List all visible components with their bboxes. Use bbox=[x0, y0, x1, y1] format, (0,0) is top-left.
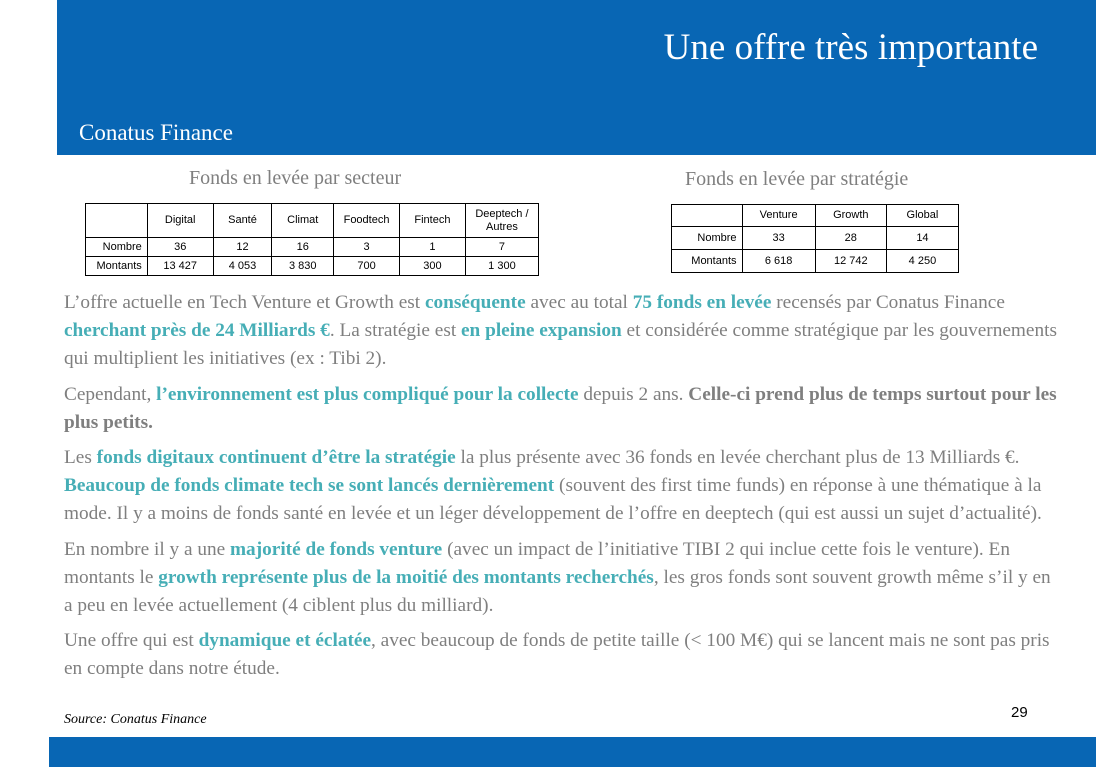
table-cell: 14 bbox=[886, 227, 958, 250]
highlight-text: l’environnement est plus compliqué pour la collecte bbox=[156, 383, 579, 405]
body-paragraph bbox=[64, 536, 1064, 621]
table-cell: 13 427 bbox=[147, 257, 213, 276]
table-row bbox=[86, 238, 539, 257]
body-paragraph bbox=[64, 289, 1064, 374]
table-cell: 4 250 bbox=[886, 250, 958, 273]
table-cell: 1 bbox=[399, 238, 465, 257]
table-cell: 7 bbox=[465, 238, 538, 257]
footer-band bbox=[49, 737, 1096, 767]
table-header-row bbox=[672, 205, 959, 227]
page-title: Une offre très importante bbox=[663, 27, 1038, 68]
table-row bbox=[86, 257, 539, 276]
table-corner-cell bbox=[86, 204, 148, 238]
table-corner-cell bbox=[672, 205, 743, 227]
table-col-header: Fintech bbox=[399, 204, 465, 238]
body-paragraph bbox=[64, 444, 1064, 529]
text-segment: , les gros fonds sont souvent growth même s’il y en a peu en levée actuellement (4 ciblent plus du milliard). bbox=[64, 566, 1051, 617]
table-secteur-caption: Fonds en levée par secteur bbox=[189, 167, 402, 189]
highlight-text: dynamique et éclatée bbox=[198, 630, 371, 652]
table-cell: 36 bbox=[147, 238, 213, 257]
page-number: 29 bbox=[1011, 704, 1028, 721]
table-cell: 12 bbox=[213, 238, 272, 257]
text-segment: avec au total bbox=[525, 292, 633, 313]
highlight-text: Beaucoup de fonds climate tech se sont lancés dernièrement bbox=[64, 475, 555, 497]
highlight-text: majorité de fonds venture bbox=[230, 538, 443, 560]
table-col-header: Foodtech bbox=[334, 204, 400, 238]
table-col-header: Growth bbox=[815, 205, 886, 227]
text-segment: En nombre il y a une bbox=[64, 538, 230, 560]
table-row-header: Nombre bbox=[672, 227, 743, 250]
highlight-text: fonds digitaux continuent d’être la stratégie bbox=[96, 447, 456, 469]
table-col-header: Santé bbox=[213, 204, 272, 238]
table-secteur bbox=[85, 203, 539, 276]
text-segment: Une offre qui est bbox=[64, 630, 199, 652]
text-segment: depuis 2 ans. bbox=[578, 383, 689, 405]
text-segment: . La stratégie est bbox=[329, 320, 461, 342]
table-cell: 12 742 bbox=[815, 250, 886, 273]
table-row-header: Nombre bbox=[86, 238, 148, 257]
table-row bbox=[672, 227, 959, 250]
table-cell: 300 bbox=[399, 257, 465, 276]
bold-text: Celle-ci prend plus de temps surtout pour les plus petits. bbox=[64, 383, 1057, 433]
highlight-text: cherchant près de 24 Milliards € bbox=[64, 320, 330, 342]
table-cell: 1 300 bbox=[465, 257, 538, 276]
table-col-header: Climat bbox=[272, 204, 334, 238]
table-cell: 33 bbox=[742, 227, 815, 250]
header-band bbox=[57, 0, 1096, 155]
table-col-header: Global bbox=[886, 205, 958, 227]
text-segment: (souvent des first time funds) en réponse à une thématique à la mode. Il y a moins de fonds santé en levée et un léger développement de l’offre en deeptech (qui est aussi un sujet d’actualité). bbox=[64, 475, 1042, 525]
table-cell: 700 bbox=[334, 257, 400, 276]
body-paragraph bbox=[64, 381, 1064, 437]
table-row-header: Montants bbox=[86, 257, 148, 276]
table-cell: 3 bbox=[334, 238, 400, 257]
text-segment: (avec un impact de l’initiative TIBI 2 qui inclue cette fois le venture). En montants le bbox=[64, 538, 1010, 588]
text-segment: et considérée comme stratégique par les gouvernements qui multiplient les initiatives (ex : Tibi 2). bbox=[64, 320, 1057, 370]
highlight-text: growth représente plus de la moitié des montants recherchés bbox=[158, 566, 654, 588]
table-cell: 6 618 bbox=[742, 250, 815, 273]
table-col-header: Digital bbox=[147, 204, 213, 238]
table-row-header: Montants bbox=[672, 250, 743, 273]
source-note: Source: Conatus Finance bbox=[64, 712, 207, 727]
table-row bbox=[672, 250, 959, 273]
table-cell: 3 830 bbox=[272, 257, 334, 276]
text-segment: la plus présente avec 36 fonds en levée cherchant plus de 13 Milliards €. bbox=[455, 447, 1020, 469]
table-col-header: Deeptech / Autres bbox=[465, 204, 538, 238]
table-cell: 16 bbox=[272, 238, 334, 257]
table-col-header: Venture bbox=[742, 205, 815, 227]
body-text bbox=[64, 289, 1064, 691]
text-segment: Cependant, bbox=[64, 383, 157, 405]
highlight-text: en pleine expansion bbox=[461, 320, 622, 342]
text-segment: Les bbox=[64, 447, 97, 469]
text-segment: , avec beaucoup de fonds de petite taille (< 100 M€) qui se lancent mais ne sont pas pris en compte dans notre étude. bbox=[64, 630, 1050, 680]
text-segment: L’offre actuelle en Tech Venture et Growth est bbox=[64, 292, 425, 313]
body-paragraph bbox=[64, 627, 1064, 683]
page-subtitle: Conatus Finance bbox=[79, 120, 233, 145]
text-segment: recensés par Conatus Finance bbox=[771, 292, 1005, 313]
table-cell: 4 053 bbox=[213, 257, 272, 276]
highlight-text: 75 fonds en levée bbox=[632, 292, 772, 313]
highlight-text: conséquente bbox=[424, 292, 526, 313]
table-cell: 28 bbox=[815, 227, 886, 250]
table-strategie-caption: Fonds en levée par stratégie bbox=[685, 168, 909, 190]
table-header-row bbox=[86, 204, 539, 238]
table-strategie bbox=[671, 204, 959, 273]
